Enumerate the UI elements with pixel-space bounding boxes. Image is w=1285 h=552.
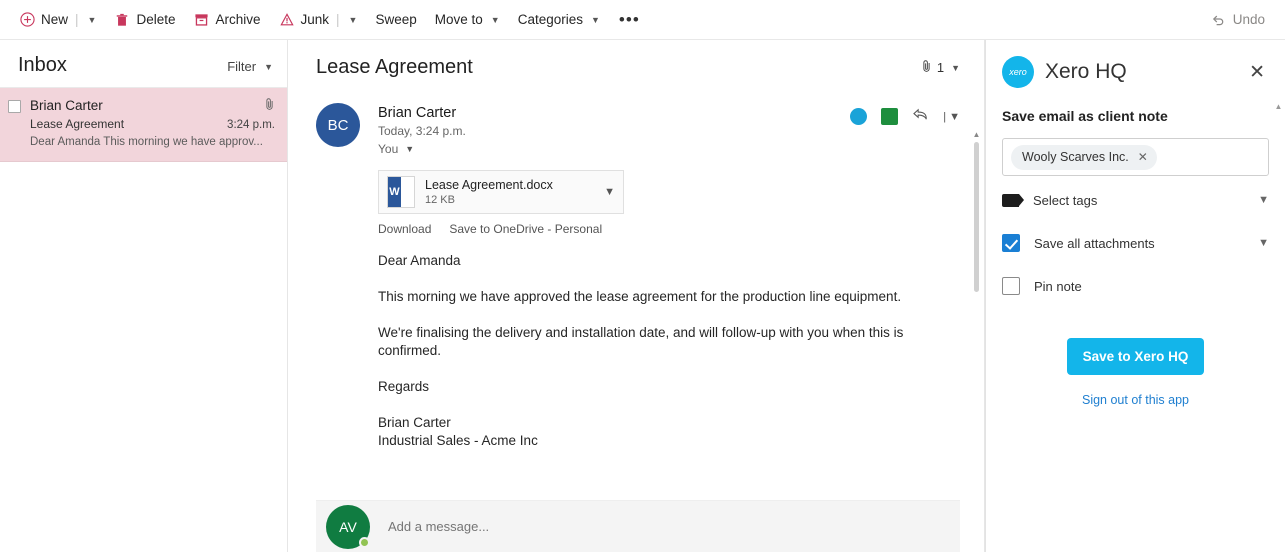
main-body [0,40,1285,552]
close-icon[interactable]: ✕ [1249,61,1265,83]
reading-body [288,93,984,494]
new-separator: | [75,12,79,27]
folder-title: Inbox [18,54,67,76]
save-all-attachments-row[interactable] [1002,224,1269,262]
trash-icon [114,12,130,28]
new-button[interactable] [10,7,105,33]
undo-label: Undo [1232,12,1265,27]
xero-panel-title: Xero HQ [1045,60,1127,83]
message-list-header [0,40,287,87]
move-to-button[interactable] [426,7,509,32]
body-paragraph-2: We're finalising the delivery and installation date, and will follow-up with you when this is confirmed. [378,325,904,358]
paperclip-icon [264,97,275,114]
avatar [326,505,370,549]
attachment-size: 12 KB [425,194,455,206]
attachment-count-button[interactable] [921,59,960,76]
sign-out-link[interactable]: Sign out of this app [1081,393,1190,407]
delete-button[interactable] [105,7,184,33]
message-subject: Lease Agreement [30,117,125,131]
scroll-up-arrow-icon[interactable]: ▲ [972,130,981,139]
save-to-onedrive-link[interactable]: Save to OneDrive - Personal [449,222,603,236]
client-select-field[interactable] [1002,138,1269,176]
categories-label: Categories [517,12,583,27]
avatar-initials: AV [339,518,357,535]
message-list-pane [0,40,288,552]
archive-icon [193,12,209,28]
delete-label: Delete [136,12,176,27]
chevron-down-icon: ▼ [264,61,273,72]
addin-icon-2[interactable] [881,108,898,125]
recipients-label: You [378,142,399,156]
email-body-text [378,252,938,450]
undo-button[interactable] [1201,7,1275,33]
junk-icon [279,12,295,28]
body-paragraph-1: This morning we have approved the lease agreement for the production line equipment. [378,289,902,304]
sweep-label: Sweep [375,12,417,27]
save-all-attachments-checkbox[interactable] [1002,234,1020,252]
pin-note-checkbox[interactable] [1002,277,1020,295]
xero-hq-panel [985,40,1285,552]
attachment-info [425,178,553,206]
message-time: 3:24 p.m. [227,119,275,131]
chevron-down-icon[interactable]: ▼ [591,14,600,25]
scrollbar-thumb[interactable] [974,142,979,292]
attachment-links [378,222,960,236]
chevron-down-icon[interactable]: ▼ [87,14,97,25]
sender-meta [378,103,466,156]
attachment-name: Lease Agreement.docx [425,178,553,192]
reading-pane [288,40,985,552]
new-label: New [41,12,69,27]
move-to-label: Move to [434,12,483,27]
message-preview: Dear Amanda This morning we have approv... [30,136,263,148]
message-sender: Brian Carter [30,98,103,113]
xero-panel-scrollbar[interactable] [1274,102,1283,542]
junk-separator: | [336,12,340,27]
archive-label: Archive [215,12,261,27]
message-row-top [30,97,275,114]
attachment-count-label: 1 [936,60,945,75]
chevron-down-icon[interactable]: ▼ [1258,194,1269,206]
signature-company: Industrial Sales - Acme Inc [378,433,538,448]
paperclip-icon [921,59,932,76]
recipients[interactable] [378,142,466,156]
chevron-down-icon: ▼ [951,62,960,73]
reading-pane-scrollbar[interactable] [972,130,981,320]
chevron-down-icon[interactable]: ▼ [348,14,358,25]
presence-indicator-icon [359,537,370,548]
client-chip[interactable] [1011,145,1157,170]
avatar: BC [316,103,360,147]
filter-label: Filter [227,59,257,74]
archive-button[interactable] [184,7,269,33]
chevron-down-icon: ▼ [405,144,415,154]
message-select-checkbox[interactable] [8,100,21,113]
xero-logo-icon: xero [1002,56,1034,88]
undo-icon [1211,12,1227,28]
select-tags-label: Select tags [1033,192,1098,208]
word-document-icon [387,176,415,208]
page-title: Lease Agreement [316,56,473,78]
sender-name[interactable]: Brian Carter [378,105,457,121]
chevron-down-icon[interactable]: ▼ [490,14,500,25]
pin-note-label: Pin note [1034,278,1082,294]
tag-icon [1002,194,1019,207]
addin-icon-1[interactable] [850,108,867,125]
sweep-button[interactable] [366,7,425,32]
xero-panel-body [986,98,1285,407]
message-row-mid [30,117,275,131]
select-tags-row[interactable] [1002,181,1269,219]
remove-client-icon[interactable]: ✕ [1137,150,1148,164]
quick-reply-input[interactable] [386,518,686,535]
save-to-xero-hq-button[interactable]: Save to Xero HQ [1067,338,1205,375]
save-all-attachments-label: Save all attachments [1034,235,1155,251]
scroll-up-arrow-icon[interactable]: ▲ [1274,102,1283,111]
xero-panel-header [986,40,1285,98]
signature-name: Brian Carter [378,415,451,430]
xero-panel-heading: Save email as client note [1002,108,1168,124]
more-commands-button[interactable]: ••• [618,9,640,29]
sender-block [316,93,960,156]
junk-label: Junk [300,12,330,27]
body-signoff: Regards [378,379,430,394]
body-greeting: Dear Amanda [378,253,461,268]
command-toolbar [0,0,1285,40]
attachment-card[interactable] [378,170,624,214]
client-chip-label: Wooly Scarves Inc. [1022,150,1129,164]
list-item[interactable] [0,88,287,162]
reply-options-chevron-icon[interactable]: | ▼ [943,110,960,123]
message-actions [850,103,960,126]
categories-button[interactable] [509,7,609,32]
sender-date: Today, 3:24 p.m. [378,124,466,138]
plus-circle-icon [19,12,35,28]
quick-reply-bar[interactable] [316,500,960,552]
chevron-down-icon[interactable]: ▼ [1258,237,1269,249]
download-link[interactable]: Download [378,222,432,236]
filter-button[interactable] [227,59,273,74]
pin-note-row[interactable] [1002,267,1269,305]
reading-header [288,40,984,93]
reply-icon[interactable] [912,107,929,126]
junk-button[interactable] [270,7,367,33]
chevron-down-icon[interactable]: ▼ [604,186,615,198]
